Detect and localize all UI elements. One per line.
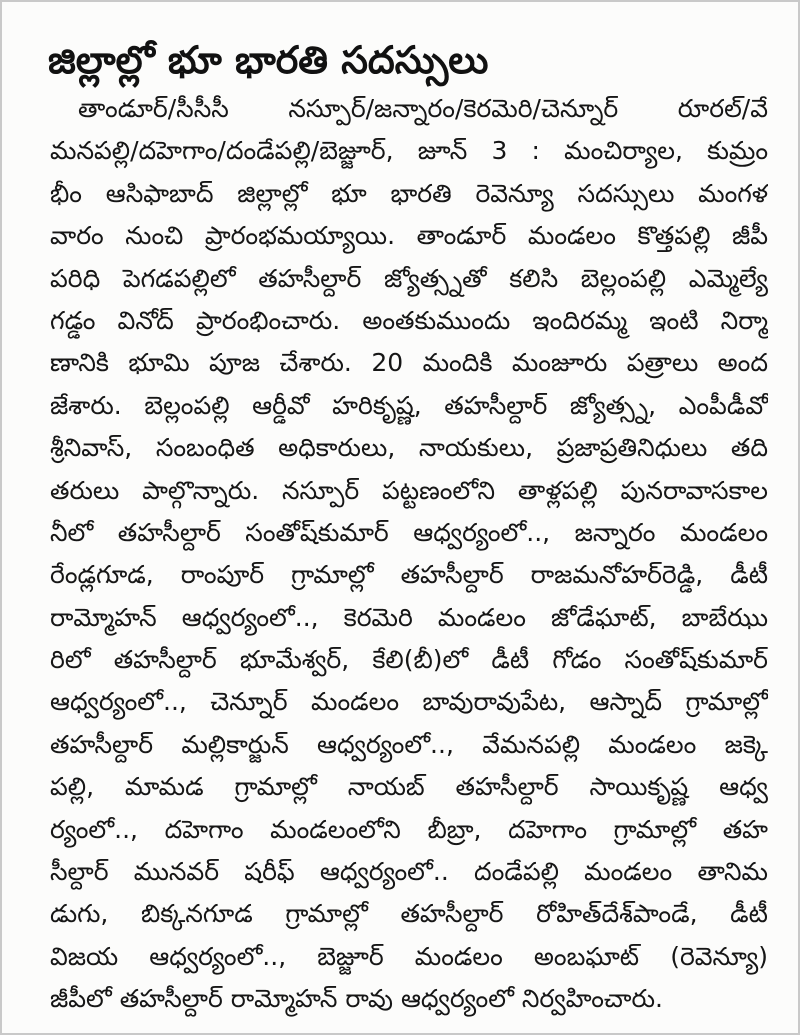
article-line: సీల్దార్ మునవర్ షరీఫ్ ఆధ్వర్యంలో.. దండేపల్లి మండలం తానిమ <box>50 857 768 887</box>
article-line: పరిధి పెగడపల్లిలో తహసీల్దార్ జ్యోత్స్నతో కలిసి బెల్లంపల్లి ఎమ్మెల్యే <box>50 263 768 293</box>
article-line: రామ్మోహన్ ఆధ్వర్యంలో.., కెరమెరి మండలం జోడేఘాట్, బాబేఝు <box>50 602 768 632</box>
article-line: తహసీల్దార్ మల్లికార్జున్ ఆధ్వర్యంలో.., వేమనపల్లి మండలం జక్కె <box>50 729 768 759</box>
article-line: మనపల్లి/దహెగాం/దండేపల్లి/బెజ్జూర్, జూన్ 3 : మంచిర్యాల, కుమ్రం <box>50 136 768 166</box>
article-line: ర్యంలో.., దహెగాం మండలంలోని బీబ్రా, దహెగాం గ్రామాల్లో తహ <box>50 814 768 844</box>
article-line: రిలో తహసీల్దార్ భూమేశ్వర్, కేలి(బీ)లో డీటీ గోడం సంతోష్‌కుమార్ <box>50 645 768 675</box>
article-line: తరులు పాల్గొన్నారు. నస్పూర్ పట్టణంలోని తాళ్లపల్లి పునరావాసకాల <box>50 475 768 505</box>
article-line: తాండూర్/సీసీసీ నస్పూర్/జన్నారం/కెరమెరి/చెన్నూర్ రూరల్/వే <box>78 94 768 123</box>
article-line: డుగు, బిక్కనగూడ గ్రామాల్లో తహసీల్దార్ రోహిత్‌దేశ్‌పాండే, డీటీ <box>50 899 768 929</box>
article-line: జేశారు. బెల్లంపల్లి ఆర్డీవో హరికృష్ణ, తహసీల్దార్ జ్యోత్స్న, ఎంపీడీవో <box>50 390 768 420</box>
article-line: విజయ ఆధ్వర్యంలో.., బెజ్జూర్ మండలం అంబఘాట్ (రెవెన్యూ) <box>50 941 768 971</box>
article-line: పల్లి, మామడ గ్రామాల్లో నాయబ్ తహసీల్దార్ సాయికృష్ణ ఆధ్వ <box>50 772 768 802</box>
article-body <box>50 88 768 1021</box>
article-line: నీలో తహసీల్దార్ సంతోష్‌కుమార్ ఆధ్వర్యంలో.., జన్నారం మండలం <box>50 517 768 547</box>
article-line: ణానికి భూమి పూజ చేశారు. 20 మందికి మంజూరు పత్రాలు అంద <box>50 348 768 378</box>
article-line: జీపీలో తహసీల్దార్ రామ్మోహన్ రావు ఆధ్వర్యంలో నిర్వహించారు. <box>50 984 663 1014</box>
article-line: శ్రీనివాస్, సంబంధిత అధికారులు, నాయకులు, ప్రజాప్రతినిధులు తది <box>50 433 768 463</box>
article-line: ఆధ్వర్యంలో.., చెన్నూర్ మండలం బావురావుపేట, ఆస్నాద్ గ్రామాల్లో <box>50 687 768 717</box>
article-line: రేండ్లగూడ, రాంపూర్ గ్రామాల్లో తహసీల్దార్ రాజమనోహర్‌రెడ్డి, డీటీ <box>50 560 768 590</box>
article-line: గడ్డం వినోద్ ప్రారంభించారు. అంతకుముందు ఇందిరమ్మ ఇంటి నిర్మా <box>50 305 768 335</box>
headline: జిల్లాల్లో భూ భారతి సదస్సులు <box>48 38 489 82</box>
article-line: భీం ఆసిఫాబాద్ జిల్లాల్లో భూ భారతి రెవెన్యూ సదస్సులు మంగళ <box>50 178 768 208</box>
article-line: వారం నుంచి ప్రారంభమయ్యాయి. తాండూర్ మండలం కొత్తపల్లి జీపీ <box>50 221 768 251</box>
